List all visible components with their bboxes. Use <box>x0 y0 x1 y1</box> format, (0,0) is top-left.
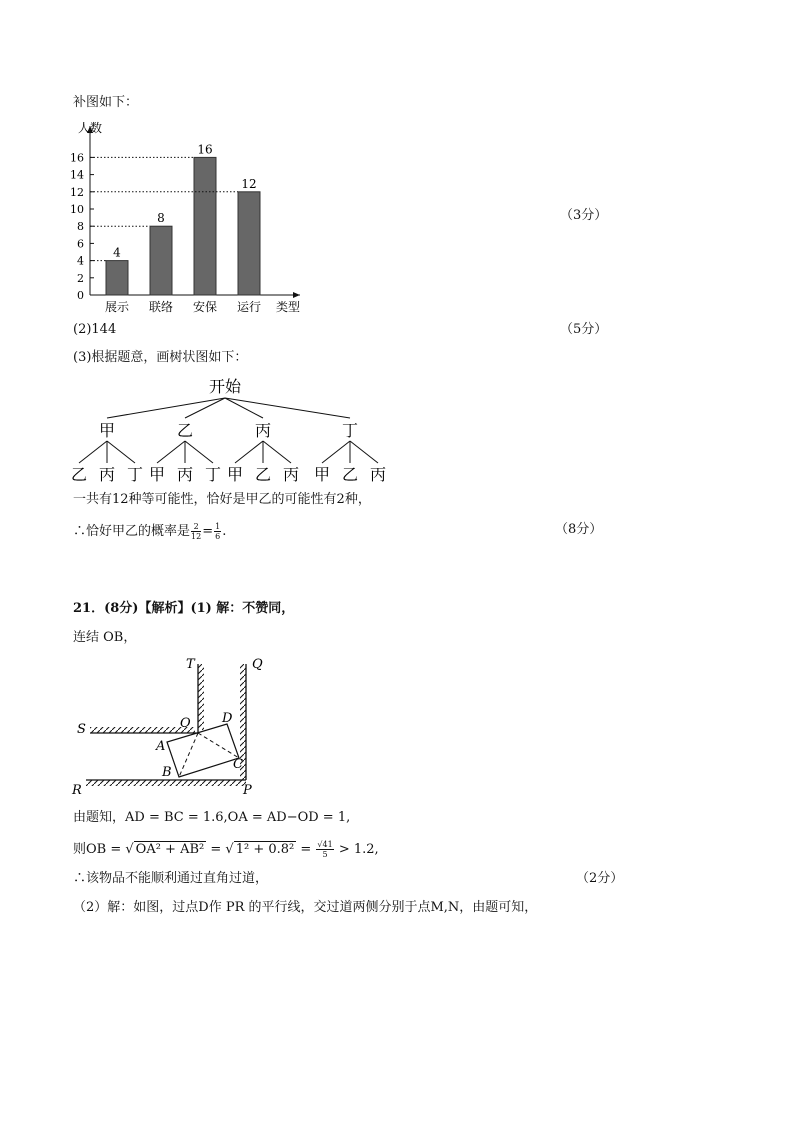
frac-num: 1 <box>215 522 221 531</box>
q21-ob-line: 则OB = √ OA² + AB² = √ 1² + 0.8² = $\frac{√41}{5}$ > 1.2, <box>73 840 379 859</box>
tree-branch <box>185 441 213 463</box>
tree-leaf: 丙 <box>282 465 300 484</box>
geometry-diagram <box>70 652 290 797</box>
part3-line1: 一共有12种等可能性，恰好是甲乙的可能性有2种， <box>73 492 371 507</box>
tree-leaf: 丙 <box>369 465 387 484</box>
bar <box>106 261 128 295</box>
score-q21-part1: （2分） <box>576 871 624 886</box>
bar-value-label: 16 <box>197 142 213 157</box>
part1-intro: 补图如下： <box>73 95 139 110</box>
tree-branch <box>263 441 291 463</box>
category-label: 展示 <box>104 300 130 313</box>
q21-conclusion: ∴该物品不能顺利通过直角过道， <box>73 871 269 886</box>
ob-prefix: 则OB = <box>73 842 126 857</box>
tree-leaf: 乙 <box>341 465 359 484</box>
y-tick-label: 8 <box>77 220 84 234</box>
tree-branch <box>157 441 185 463</box>
category-label: 联络 <box>148 300 174 313</box>
tree-leaf: 丙 <box>176 465 194 484</box>
q21-given: 由题知，AD = BC = 1.6,OA = AD−OD = 1, <box>73 810 351 825</box>
y-tick-label: 2 <box>77 271 84 285</box>
equals-sign: = <box>202 524 214 539</box>
label-o: O <box>180 716 191 731</box>
tree-node: 甲 <box>98 421 116 440</box>
frac-den: 12 <box>191 532 202 541</box>
ob-fraction <box>316 840 333 859</box>
bar <box>150 226 172 295</box>
label-b: B <box>162 765 172 780</box>
bar-value-label: 8 <box>157 211 165 226</box>
tree-branch <box>107 398 225 418</box>
y-tick-label: 10 <box>70 203 84 216</box>
y-tick-label: 14 <box>70 168 84 182</box>
x-axis-label: 类型 <box>276 300 301 313</box>
tree-branch <box>322 441 350 463</box>
label-q: Q <box>252 657 263 672</box>
frac-num: 2 <box>191 522 201 532</box>
tree-leaf: 乙 <box>70 465 88 484</box>
bar-chart <box>60 118 320 313</box>
q21-header: 21．(8分)【解析】(1) 解：不赞同， <box>73 601 295 616</box>
score-part1: （3分） <box>560 208 608 223</box>
y-tick-label: 4 <box>77 254 84 268</box>
tree-branch <box>350 441 378 463</box>
tree-node: 丙 <box>254 421 272 440</box>
bar <box>194 157 216 295</box>
label-c: C <box>233 757 243 772</box>
bar <box>238 192 260 295</box>
period: . <box>222 524 227 539</box>
part3-line2 <box>73 522 226 541</box>
q21-connect: 连结 OB， <box>73 630 137 645</box>
bar-value-label: 4 <box>113 245 121 260</box>
tree-diagram <box>65 372 405 487</box>
tree-leaf: 丁 <box>204 465 222 484</box>
tree-leaf: 甲 <box>226 465 244 484</box>
tree-leaf: 乙 <box>254 465 272 484</box>
frac-num: √41 <box>317 840 333 849</box>
wall-r-hatch <box>86 780 246 786</box>
label-p: P <box>243 783 252 797</box>
score-part3: （8分） <box>555 522 603 537</box>
bar-value-label: 12 <box>241 176 257 191</box>
y-tick-label: 16 <box>70 151 84 165</box>
tree-leaf: 甲 <box>148 465 166 484</box>
q21-part2: （2）解：如图，过点D作 PR 的平行线，交过道两侧分别于点M,N，由题可知， <box>73 900 538 915</box>
tree-branch <box>79 441 107 463</box>
fraction-1-6 <box>214 522 221 541</box>
equals-sign: = <box>206 842 226 857</box>
category-label: 安保 <box>192 300 218 313</box>
fraction-2-12 <box>191 522 201 541</box>
wall-t-hatch <box>198 664 204 730</box>
frac-den: 6 <box>215 532 221 541</box>
dashed-ob <box>179 733 198 777</box>
ob-suffix: > 1.2, <box>334 842 379 857</box>
tree-root: 开始 <box>208 377 242 396</box>
equals-sign: = <box>296 842 316 857</box>
label-t: T <box>186 657 195 672</box>
tree-branch <box>235 441 263 463</box>
y-axis-label: 人数 <box>78 121 103 135</box>
label-a: A <box>156 739 166 754</box>
y-tick-label: 12 <box>70 185 84 199</box>
tree-branch <box>107 441 135 463</box>
tree-leaf: 甲 <box>313 465 331 484</box>
label-d: D <box>222 711 233 726</box>
category-label: 运行 <box>236 300 262 313</box>
y-tick-label: 0 <box>77 289 84 302</box>
tree-node: 乙 <box>176 421 194 440</box>
tree-leaf: 丁 <box>126 465 144 484</box>
ob-radicand-1: OA² + AB² <box>135 842 205 857</box>
part3-line2-prefix: ∴恰好甲乙的概率是 <box>73 524 191 539</box>
part3-intro: (3)根据题意，画树状图如下： <box>73 350 248 365</box>
y-tick-label: 6 <box>77 237 84 251</box>
label-r: R <box>72 783 82 797</box>
label-s: S <box>77 722 86 737</box>
x-axis-arrow <box>293 292 300 298</box>
frac-den: 5 <box>322 850 328 859</box>
tree-leaf: 丙 <box>98 465 116 484</box>
score-part2: （5分） <box>560 322 608 337</box>
dashed-oc <box>198 733 239 758</box>
tree-node: 丁 <box>341 421 359 440</box>
part2-answer: (2)144 <box>73 322 117 337</box>
ob-radicand-2: 1² + 0.8² <box>235 842 295 857</box>
